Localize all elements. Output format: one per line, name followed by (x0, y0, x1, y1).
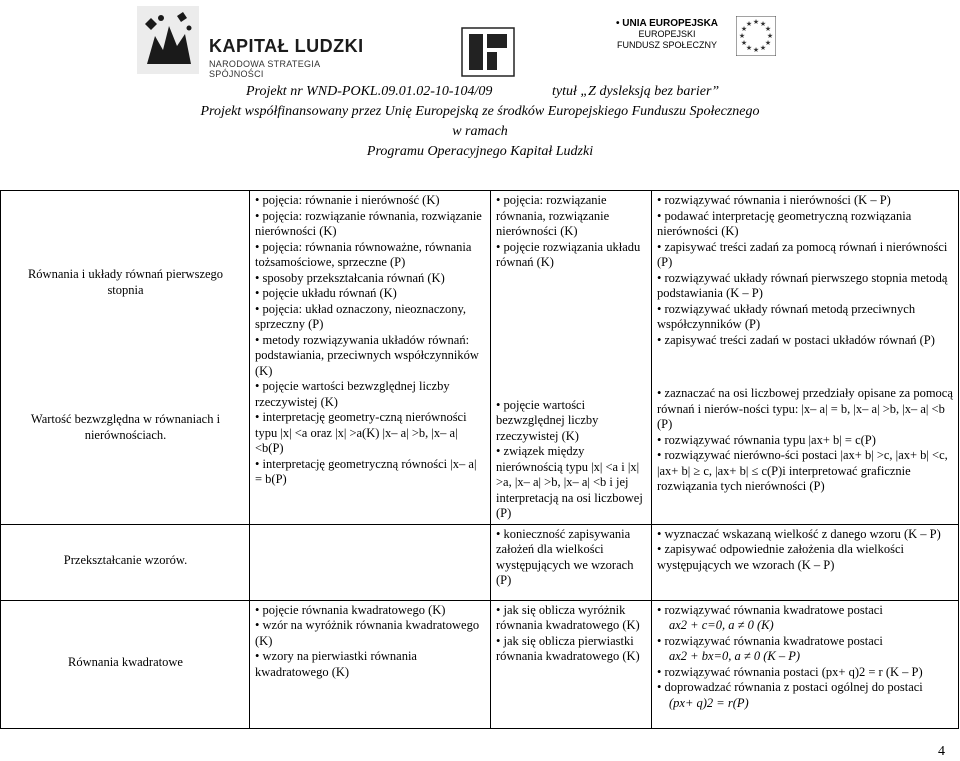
list-item: • interpretację geometryczną równości |x– a| = b(P) (255, 457, 486, 488)
svg-text:★: ★ (764, 25, 772, 33)
list-item: • zapisywać odpowiednie założenia dla wielkości występujących we wzorach (K – P) (657, 542, 954, 573)
svg-text:★: ★ (752, 18, 760, 26)
list-item: • rozwiązywać układy równań pierwszego stopnia metodą podstawiania (K – P) (657, 271, 954, 302)
list-item: • konieczność zapisywania założeń dla wielkości występujących we wzorach (P) (496, 527, 647, 589)
knowledge-cell (250, 524, 491, 600)
formula-line: ax2 + c=0, a ≠ 0 (K) (669, 618, 774, 632)
table-row (1, 524, 959, 600)
programme-line: Programu Operacyjnego Kapitał Ludzki (366, 144, 594, 159)
project-number: Projekt nr WND-POKL.09.01.02-10-104/09 (246, 84, 493, 99)
kapital-ludzki-emblem (137, 6, 199, 74)
list-item: • pojęcie wartości bezwzględnej liczby rzeczywistej (K) (255, 379, 486, 410)
understanding-cell (491, 524, 652, 600)
eu-flag-icon (736, 16, 776, 56)
eu-logo (612, 16, 782, 76)
topic-formulas: Przekształcanie wzorów. (63, 552, 188, 567)
page-number: 4 (938, 744, 945, 759)
formula-line: (px+ q)2 = r(P) (669, 695, 749, 710)
list-item: • doprowadzać równania z postaci ogólnej do postaci (657, 680, 954, 696)
list-item: • jak się oblicza pierwiastki równania kwadratowego (K) (496, 634, 647, 665)
curriculum-table (0, 190, 959, 729)
list-item: • pojęcia: rozwiązanie równania, rozwiązanie nierówności (K) (255, 209, 486, 240)
list-item: • pojęcia: równanie i nierówność (K) (255, 193, 486, 209)
table-row (1, 600, 959, 728)
formula-line: ax2 + bx=0, a ≠ 0 (K – P) (669, 649, 800, 663)
eu-logo-line3: FUNDUSZ SPOŁECZNY (616, 40, 717, 50)
list-item: • sposoby przekształcania równań (K) (255, 271, 486, 287)
list-item: • rozwiązywać równania typu |ax+ b| = c(P) (657, 433, 954, 449)
list-item: • wzory na pierwiastki równania kwadratowego (K) (255, 649, 486, 680)
understanding-cell (491, 600, 652, 728)
svg-text:★: ★ (759, 44, 767, 52)
svg-text:★: ★ (766, 32, 774, 40)
topic-equations: Równania i układy równań pierwszego stopnia (27, 267, 224, 297)
eu-logo-line2: EUROPEJSKI (638, 29, 696, 39)
knowledge-cell (250, 600, 491, 728)
list-item: • wzór na wyróżnik równania kwadratowego (K) (255, 618, 486, 649)
kapital-ludzki-title: KAPITAŁ LUDZKI (209, 36, 364, 56)
list-item: • rozwiązywać równania kwadratowe postaci (657, 634, 954, 650)
svg-text:★: ★ (738, 32, 746, 40)
svg-text:★: ★ (759, 20, 767, 28)
svg-text:★: ★ (764, 39, 772, 47)
table-row (1, 191, 959, 525)
ramach-line: w ramach (452, 124, 508, 139)
topic-cell (1, 191, 250, 525)
list-item: • rozwiązywać układy równań metodą przeciwnych współczynników (P) (657, 302, 954, 333)
eu-logo-text (612, 18, 722, 51)
spacer (657, 348, 954, 386)
skills-cell (652, 600, 959, 728)
topic-cell (1, 600, 250, 728)
list-item: • podawać interpretację geometryczną rozwiązania nierówności (K) (657, 209, 954, 240)
project-line (0, 82, 960, 102)
list-item: • rozwiązywać równania postaci (px+ q)2 = r (K – P) (657, 665, 954, 681)
list-item: • interpretację geometry-czną nierówności typu |x| <a oraz |x| >a(K) |x– a| >b, |x– a| <b(P) (255, 410, 486, 457)
knowledge-cell (250, 191, 491, 525)
skills-cell (652, 191, 959, 525)
list-item: • jak się oblicza wyróżnik równania kwadratowego (K) (496, 603, 647, 634)
skills-cell (652, 524, 959, 600)
list-item: • pojęcie rozwiązania układu równań (K) (496, 240, 647, 271)
kapital-ludzki-logo (137, 6, 377, 78)
header-logos (0, 0, 960, 80)
cofinance-line: Projekt współfinansowany przez Unię Europejską ze środków Europejskiego Funduszu Społecznego (200, 104, 760, 119)
list-item: • pojęcie układu równań (K) (255, 286, 486, 302)
list-item: • metody rozwiązywania układów równań: podstawiania, przeciwnych współczynników (K) (255, 333, 486, 380)
list-item: • wyznaczać wskazaną wielkość z danego wzoru (K – P) (657, 527, 954, 543)
svg-text:★: ★ (745, 20, 753, 28)
svg-text:★: ★ (752, 46, 760, 54)
project-header (0, 82, 960, 162)
list-item: • pojęcia: rozwiązanie równania, rozwiązanie nierówności (K) (496, 193, 647, 240)
list-item: • zapisywać treści zadań za pomocą równań i nierówności (P) (657, 240, 954, 271)
topic-cell (1, 524, 250, 600)
list-item: • zapisywać treści zadań w postaci układów równań (P) (657, 333, 954, 349)
list-item: • rozwiązywać równania kwadratowe postaci (657, 603, 954, 619)
list-item: • związek między nierównością typu |x| <a i |x| >a, |x– a| >b, |x– a| <b i jej interpretacją na osi liczbowej (P) (496, 444, 647, 522)
topic-quadratic: Równania kwadratowe (68, 654, 183, 669)
eu-logo-line1: • UNIA EUROPEJSKA (612, 18, 722, 29)
list-item: • pojęcia: układ oznaczony, nieoznaczony, sprzeczny (P) (255, 302, 486, 333)
topic-absolute-value: Wartość bezwzględna w równaniach i nierównościach. (30, 412, 221, 442)
list-item: • pojęcie równania kwadratowego (K) (255, 603, 486, 619)
spacer (496, 271, 647, 398)
kapital-ludzki-subtitle: NARODOWA STRATEGIA SPÓJNOŚCI (209, 59, 320, 79)
svg-text:★: ★ (740, 39, 748, 47)
list-item: • rozwiązywać nierówno-ści postaci |ax+ b| >c, |ax+ b| <c, |ax+ b| ≥ c, |ax+ b| ≤ c(P)i interpretować graficznie rozwiązania tych nierówności (P) (657, 448, 954, 495)
svg-text:★: ★ (745, 44, 753, 52)
list-item: • pojęcia: równania równoważne, równania tożsamościowe, sprzeczne (P) (255, 240, 486, 271)
understanding-cell (491, 191, 652, 525)
poland-emblem-logo (461, 27, 515, 77)
svg-text:★: ★ (740, 25, 748, 33)
project-title: tytuł „Z dysleksją bez barier” (552, 84, 720, 99)
list-item: • rozwiązywać równania i nierówności (K – P) (657, 193, 954, 209)
list-item: • zaznaczać na osi liczbowej przedziały opisane za pomocą równań i nierów-ności typu: |x– a| = b, |x– a| >b, |x– a| <b (P) (657, 386, 954, 433)
list-item: • pojęcie wartości bezwzględnej liczby rzeczywistej (K) (496, 398, 647, 445)
